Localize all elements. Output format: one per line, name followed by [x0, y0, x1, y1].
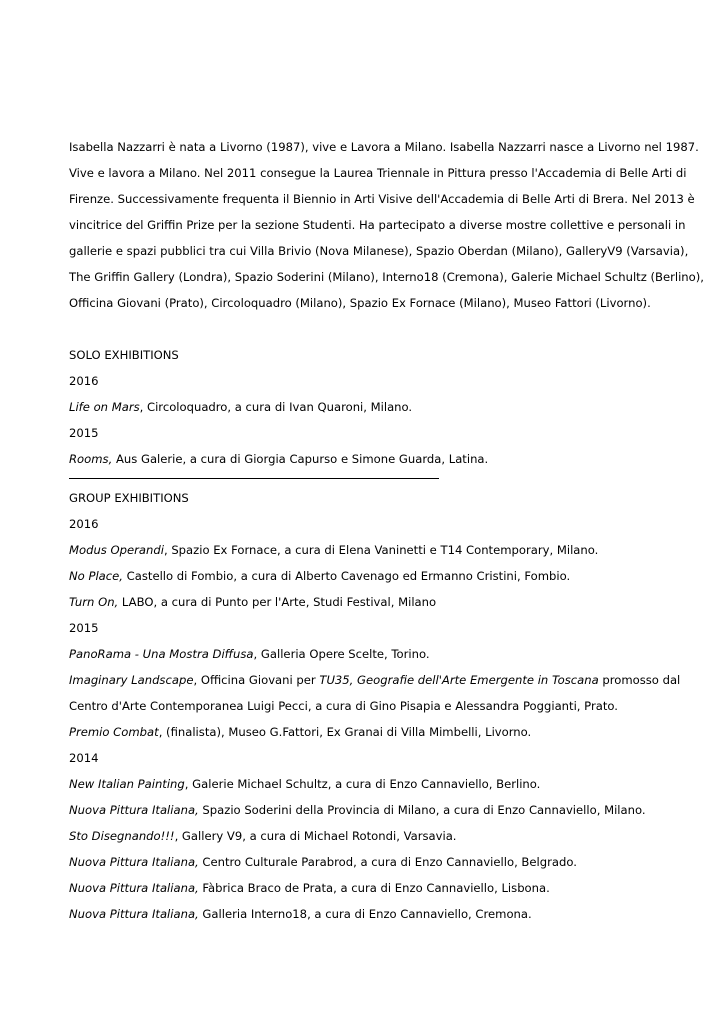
- exhibition-entry-continued: Centro d'Arte Contemporanea Luigi Pecci, a cura di Gino Pisapia e Alessandra Poggianti, Prato.: [69, 699, 618, 713]
- exhibition-title: Imaginary Landscape: [69, 673, 194, 687]
- exhibition-title: Premio Combat: [69, 725, 159, 739]
- exhibition-title: Turn On,: [69, 595, 119, 609]
- exhibition-details: Castello di Fombio, a cura di Alberto Cavenago ed Ermanno Cristini, Fombio.: [122, 569, 571, 583]
- year-label: 2014: [69, 751, 99, 765]
- exhibition-entry: [69, 537, 659, 563]
- exhibition-title: TU35, Geografie dell'Arte Emergente in Toscana: [319, 673, 599, 687]
- biography-paragraph: [69, 134, 704, 316]
- exhibition-title: Nuova Pittura Italiana,: [69, 907, 199, 921]
- exhibition-entry: [69, 719, 659, 745]
- exhibition-details: , Spazio Ex Fornace, a cura di Elena Vaninetti e T14 Contemporary, Milano.: [163, 543, 599, 557]
- exhibition-details: LABO, a cura di Punto per l'Arte, Studi Festival, Milano: [118, 595, 437, 609]
- biography-line: Isabella Nazzarri è nata a Livorno (1987), vive e Lavora a Milano. Isabella Nazzarri nasce a Livorno nel 1987.: [69, 140, 699, 154]
- exhibition-details: , Officina Giovani per: [193, 673, 320, 687]
- exhibition-title: Sto Disegnando!!!: [69, 829, 175, 843]
- exhibition-details: Galleria Interno18, a cura di Enzo Cannaviello, Cremona.: [198, 907, 532, 921]
- exhibition-title: New Italian Painting: [69, 777, 185, 791]
- biography-line: Firenze. Successivamente frequenta il Biennio in Arti Visive dell'Accademia di Belle Arti di Brera. Nel 2013 è: [69, 192, 695, 206]
- section-heading: GROUP EXHIBITIONS: [69, 491, 189, 505]
- exhibition-details: Centro Culturale Parabrod, a cura di Enzo Cannaviello, Belgrado.: [198, 855, 577, 869]
- section-heading: SOLO EXHIBITIONS: [69, 348, 179, 362]
- year-label: 2015: [69, 426, 99, 440]
- exhibition-details: Spazio Soderini della Provincia di Milano, a cura di Enzo Cannaviello, Milano.: [198, 803, 646, 817]
- exhibition-entry: [69, 641, 659, 667]
- exhibition-entry: [69, 394, 659, 420]
- biography-line: gallerie e spazi pubblici tra cui Villa Brivio (Nova Milanese), Spazio Oberdan (Milano), GalleryV9 (Varsavia),: [69, 244, 689, 258]
- exhibition-entry: [69, 823, 659, 849]
- year-label: 2016: [69, 374, 99, 388]
- solo-exhibitions-section: [69, 342, 659, 472]
- biography-line: The Griffin Gallery (Londra), Spazio Soderini (Milano), Interno18 (Cremona), Galerie Michael Schultz (Berlino),: [69, 270, 704, 284]
- exhibition-title: Nuova Pittura Italiana,: [69, 881, 199, 895]
- exhibition-title: Modus Operandi: [69, 543, 164, 557]
- exhibition-title: Nuova Pittura Italiana,: [69, 855, 199, 869]
- exhibition-entry: [69, 771, 659, 797]
- exhibition-details: Aus Galerie, a cura di Giorgia Capurso e Simone Guarda, Latina.: [112, 452, 489, 466]
- exhibition-title: Nuova Pittura Italiana,: [69, 803, 199, 817]
- exhibition-entry: [69, 901, 659, 927]
- exhibition-entry: [69, 589, 659, 615]
- exhibition-details: promosso dal: [598, 673, 681, 687]
- exhibition-entry: [69, 563, 659, 589]
- exhibition-title: Rooms,: [69, 452, 113, 466]
- exhibition-entry: [69, 849, 659, 875]
- exhibition-title: Life on Mars: [69, 400, 140, 414]
- exhibition-details: , (finalista), Museo G.Fattori, Ex Granai di Villa Mimbelli, Livorno.: [158, 725, 532, 739]
- exhibition-title: PanoRama - Una Mostra Diffusa: [69, 647, 254, 661]
- exhibition-details: , Circoloquadro, a cura di Ivan Quaroni, Milano.: [139, 400, 413, 414]
- exhibition-entry: [69, 875, 659, 901]
- year-label: 2015: [69, 621, 99, 635]
- exhibition-entry: [69, 446, 659, 472]
- biography-line: vincitrice del Griffin Prize per la sezione Studenti. Ha partecipato a diverse mostre collettive e personali in: [69, 218, 686, 232]
- exhibition-details: , Gallery V9, a cura di Michael Rotondi, Varsavia.: [174, 829, 457, 843]
- exhibition-title: No Place,: [69, 569, 123, 583]
- exhibition-details: Fàbrica Braco de Prata, a cura di Enzo Cannaviello, Lisbona.: [198, 881, 550, 895]
- document-page: [69, 134, 704, 927]
- biography-line: Officina Giovani (Prato), Circoloquadro (Milano), Spazio Ex Fornace (Milano), Museo Fattori (Livorno).: [69, 296, 651, 310]
- exhibition-details: , Galleria Opere Scelte, Torino.: [253, 647, 430, 661]
- exhibition-entry: [69, 797, 659, 823]
- section-divider: [69, 478, 439, 479]
- exhibition-details: , Galerie Michael Schultz, a cura di Enzo Cannaviello, Berlino.: [184, 777, 541, 791]
- year-label: 2016: [69, 517, 99, 531]
- biography-line: Vive e lavora a Milano. Nel 2011 consegue la Laurea Triennale in Pittura presso l'Accademia di Belle Arti di: [69, 166, 687, 180]
- exhibition-entry: [69, 667, 681, 693]
- group-exhibitions-section: [69, 485, 681, 927]
